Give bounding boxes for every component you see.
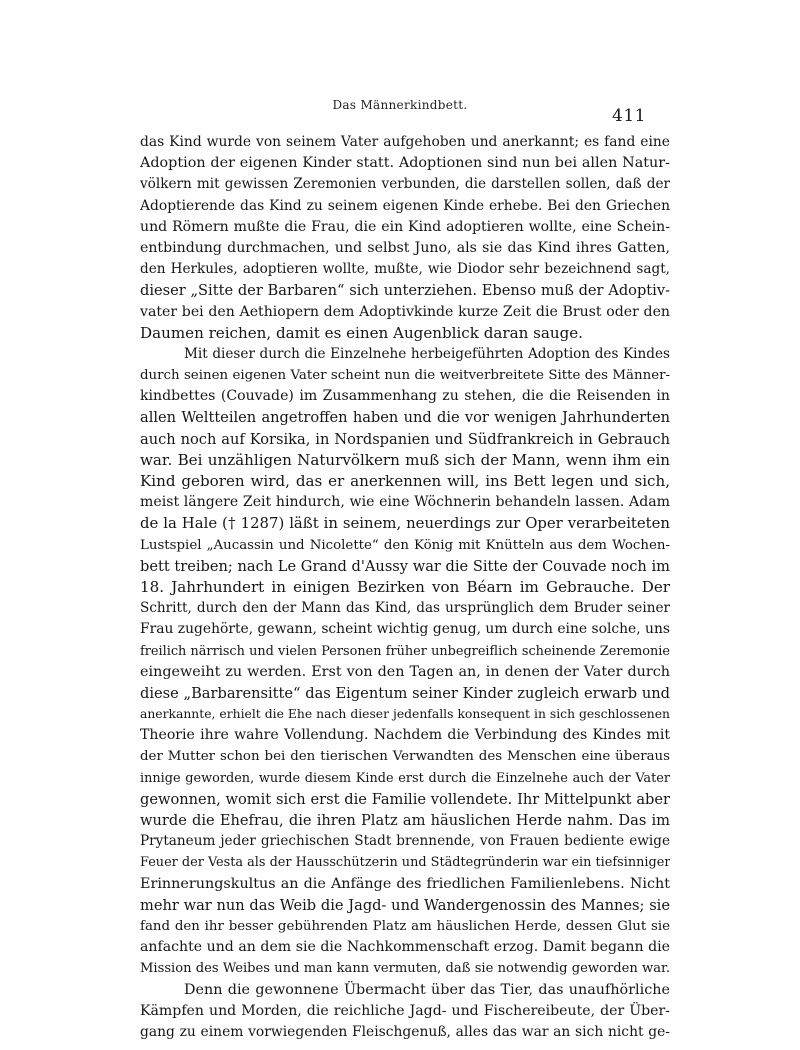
text-line: Daumen reichen, damit es einen Augenblick daran sauge. bbox=[140, 323, 583, 342]
text-line: de la Hale († 1287) läßt in seinem, neuerdings zur Oper verarbeiteten bbox=[140, 514, 670, 533]
text-line: eingeweiht zu werden. Erst von den Tagen an, in denen der Vater durch bbox=[140, 663, 670, 680]
text-line: durch seinen eigenen Vater scheint nun die weitverbreitete Sitte des Männer- bbox=[140, 368, 670, 384]
text-line: Schritt, durch den der Mann das Kind, das ursprünglich dem Bruder seiner bbox=[140, 600, 670, 617]
text-line: war. Bei unzähligen Naturvölkern muß sich der Mann, wenn ihm ein bbox=[140, 450, 670, 469]
page-number: 411 bbox=[612, 106, 646, 126]
text-line: der Mutter schon bei den tierischen Verwandten des Menschen eine überaus bbox=[140, 749, 670, 765]
text-line: auch noch auf Korsika, in Nordspanien und Südfrankreich in Gebrauch bbox=[140, 430, 670, 448]
text-line: Adoption der eigenen Kinder statt. Adoptionen sind nun bei allen Natur- bbox=[140, 155, 670, 172]
text-line: fand den ihr besser gebührenden Platz am häuslichen Herde, dessen Glut sie bbox=[140, 918, 670, 934]
text-line: völkern mit gewissen Zeremonien verbunden, die darstellen sollen, daß der bbox=[140, 176, 670, 193]
text-line: gang zu einem vorwiegenden Fleischgenuß, alles das war an sich nicht ge- bbox=[140, 1023, 670, 1040]
text-line: Frau zugehörte, gewann, scheint wichtig genug, um durch eine solche, uns bbox=[140, 621, 670, 638]
text-line: 18. Jahrhundert in einigen Bezirken von Béarn im Gebrauche. Der bbox=[140, 577, 670, 596]
text-line: Denn die gewonnene Übermacht über das Tier, das unaufhörliche bbox=[184, 981, 670, 998]
text-line: Kind geboren wird, das er anerkennen will, ins Bett legen und sich, bbox=[140, 472, 670, 490]
text-line: gewonnen, womit sich erst die Familie vollendete. Ihr Mittelpunkt aber bbox=[140, 790, 670, 808]
text-line: bett treiben; nach Le Grand d'Aussy war die Sitte der Couvade noch im bbox=[140, 557, 670, 575]
text-line: kindbettes (Couvade) im Zusammenhang zu stehen, die die Reisenden in bbox=[140, 388, 670, 405]
running-head-title: Das Männerkindbett. bbox=[332, 98, 468, 112]
text-line: Adoptierende das Kind zu seinem eigenen Kinde erhebe. Bei den Griechen bbox=[140, 197, 670, 214]
body-text bbox=[140, 132, 670, 1043]
text-line: Feuer der Vesta als der Hausschützerin und Städtegründerin war ein tiefsinniger bbox=[140, 855, 670, 871]
text-line: anfachte und an dem sie die Nachkommenschaft erzog. Damit begann die bbox=[140, 939, 670, 956]
text-line: Theorie ihre wahre Vollendung. Nachdem die Verbindung des Kindes mit bbox=[140, 727, 670, 744]
text-line: und Römern mußte die Frau, die ein Kind adoptieren wollte, eine Schein- bbox=[140, 218, 670, 235]
text-line: Kämpfen und Morden, die reichliche Jagd- und Fischereibeute, der Über- bbox=[140, 1002, 670, 1019]
text-line: das Kind wurde von seinem Vater aufgehoben und anerkannt; es fand eine bbox=[140, 134, 670, 150]
text-line: Prytaneum jeder griechischen Stadt brennende, von Frauen bediente ewige bbox=[140, 833, 670, 850]
text-line: Mit dieser durch die Einzelnehe herbeigeführten Adoption des Kindes bbox=[184, 345, 670, 362]
text-line: mehr war nun das Weib die Jagd- und Wandergenossin des Mannes; sie bbox=[140, 896, 670, 914]
text-line: vater bei den Aethiopern dem Adoptivkinde kurze Zeit die Brust oder den bbox=[140, 303, 670, 320]
text-line: dieser „Sitte der Barbaren“ sich unterziehen. Ebenso muß der Adoptiv- bbox=[140, 282, 670, 300]
text-line: anerkannte, erhielt die Ehe nach dieser jedenfalls konsequent in sich geschlossenen bbox=[140, 707, 670, 722]
text-line: freilich närrisch und vielen Personen früher unbegreiflich scheinende Zeremonie bbox=[140, 643, 670, 659]
text-line: Lustspiel „Aucassin und Nicolette“ den König mit Knütteln aus dem Wochen- bbox=[140, 537, 670, 553]
text-line: Erinnerungskultus an die Anfänge des friedlichen Familienlebens. Nicht bbox=[140, 875, 670, 892]
text-line: entbindung durchmachen, und selbst Juno, als sie das Kind ihres Gatten, bbox=[140, 239, 670, 256]
text-line: wurde die Ehefrau, die ihren Platz am häuslichen Herde nahm. Das im bbox=[140, 812, 670, 829]
text-line: den Herkules, adoptieren wollte, mußte, wie Diodor sehr bezeichnend sagt, bbox=[140, 261, 670, 278]
text-line: Mission des Weibes und man kann vermuten, daß sie notwendig geworden war. bbox=[140, 961, 670, 977]
text-line: diese „Barbarensitte“ das Eigentum seiner Kinder zugleich erwarb und bbox=[140, 684, 670, 702]
text-line: innige geworden, wurde diesem Kinde erst durch die Einzelnehe auch der Vater bbox=[140, 770, 670, 786]
text-line: allen Weltteilen angetroffen haben und die vor wenigen Jahrhunderten bbox=[140, 409, 670, 427]
text-line: meist längere Zeit hindurch, wie eine Wöchnerin behandeln lassen. Adam bbox=[140, 494, 670, 511]
